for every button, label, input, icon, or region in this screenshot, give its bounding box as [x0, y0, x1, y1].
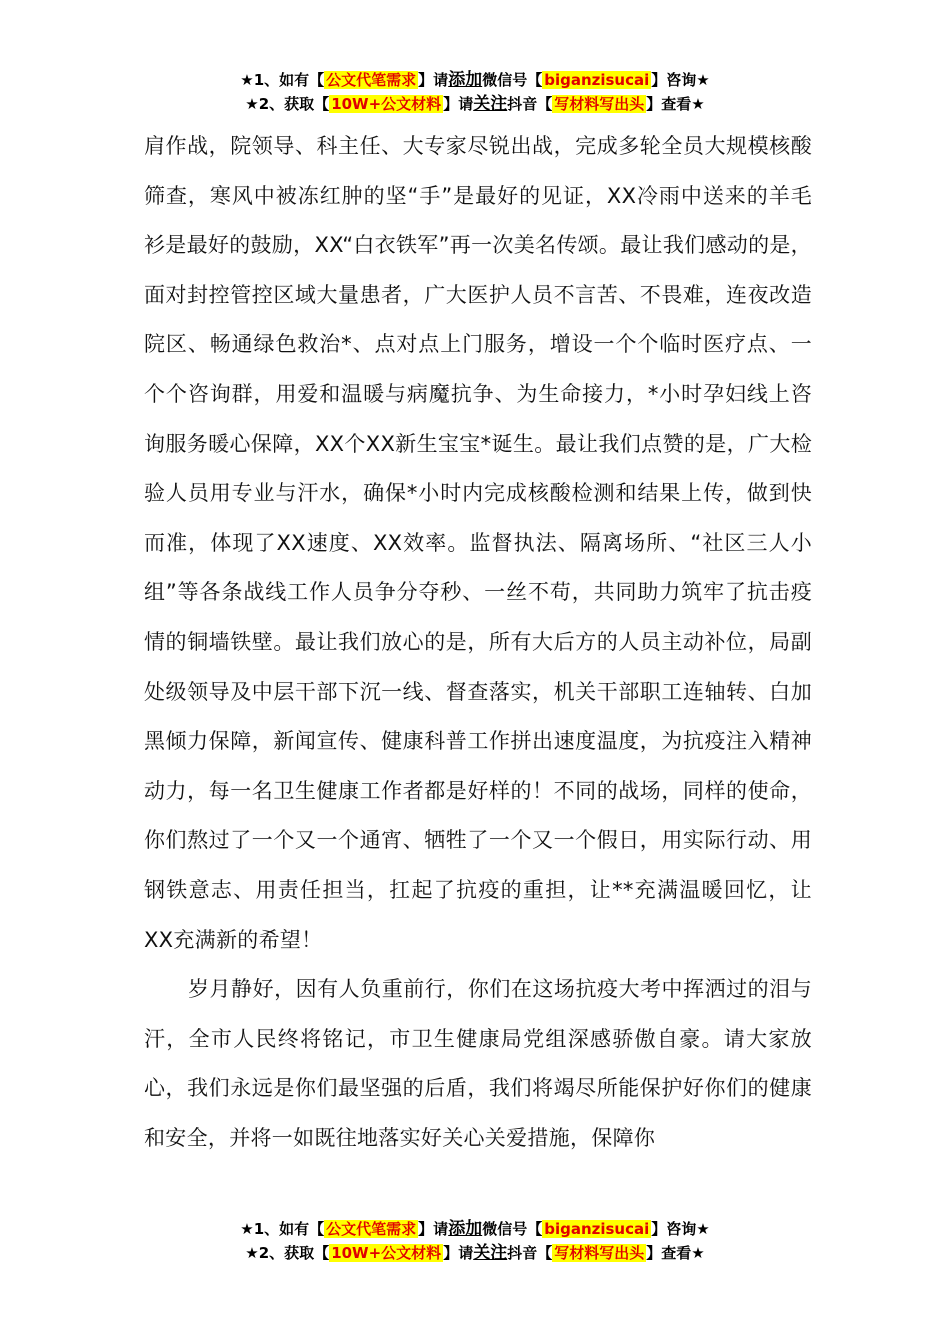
star-icon: ★ — [240, 1220, 254, 1238]
footer-line-2-mid2: 抖音【 — [507, 1244, 553, 1262]
document-body — [144, 122, 812, 1163]
footer-banner — [0, 1217, 950, 1265]
header-line-1-emph: 添加 — [448, 70, 483, 90]
header-line-2-mid1: 】请 — [443, 95, 474, 113]
footer-highlight-service: 公文代笔需求 — [326, 1220, 417, 1238]
footer-line-1-mid1: 】请 — [418, 1220, 449, 1238]
header-banner — [0, 68, 950, 116]
footer-line-1-prefix: 1、如有【 — [253, 1220, 325, 1238]
header-line-1-prefix: 1、如有【 — [253, 71, 325, 89]
footer-line-2-prefix: 2、获取【 — [258, 1244, 330, 1262]
footer-line-2 — [0, 1241, 950, 1265]
header-line-1 — [0, 68, 950, 92]
header-highlight-wechat: biganzisucai — [544, 71, 650, 89]
header-highlight-materials: 10W+公文材料 — [331, 95, 442, 113]
footer-line-1-suffix: 】咨询★ — [651, 1220, 710, 1238]
header-line-2-suffix: 】查看★ — [646, 95, 705, 113]
footer-line-2-mid1: 】请 — [443, 1244, 474, 1262]
footer-highlight-douyin: 写材料写出头 — [554, 1244, 645, 1262]
header-line-2-emph: 关注 — [473, 94, 508, 114]
header-line-1-mid1: 】请 — [418, 71, 449, 89]
footer-line-2-emph: 关注 — [473, 1243, 508, 1263]
paragraph-1: 肩作战，院领导、科主任、大专家尽锐出战，完成多轮全员大规模核酸筛查，寒风中被冻红肿的坚“手”是最好的见证，XX冷雨中送来的羊毛衫是最好的鼓励，XX“白衣铁军”再一次美名传颂。最让我们感动的是，面对封控管控区域大量患者，广大医护人员不言苦、不畏难，连夜改造院区、畅通绿色救治*、点对点上门服务，增设一个个临时医疗点、一个个咨询群，用爱和温暖与病魔抗争、为生命接力，*小时孕妇线上咨询服务暖心保障，XX个XX新生宝宝*诞生。最让我们点赞的是，广大检验人员用专业与汗水，确保*小时内完成核酸检测和结果上传，做到快而准，体现了XX速度、XX效率。监督执法、隔离场所、“社区三人小组”等各条战线工作人员争分夺秒、一丝不苟，共同助力筑牢了抗击疫情的铜墙铁壁。最让我们放心的是，所有大后方的人员主动补位，局副处级领导及中层干部下沉一线、督查落实，机关干部职工连轴转、白加黑倾力保障，新闻宣传、健康科普工作拼出速度温度，为抗疫注入精神动力，每一名卫生健康工作者都是好样的！不同的战场，同样的使命，你们熬过了一个又一个通宵、牺牲了一个又一个假日，用实际行动、用钢铁意志、用责任担当，扛起了抗疫的重担，让**充满温暖回忆，让XX充满新的希望！ — [144, 134, 812, 952]
header-line-1-mid2: 微信号【 — [482, 71, 543, 89]
header-line-2-mid2: 抖音【 — [507, 95, 553, 113]
header-highlight-service: 公文代笔需求 — [326, 71, 417, 89]
footer-highlight-wechat: biganzisucai — [544, 1220, 650, 1238]
header-line-2 — [0, 92, 950, 116]
header-line-2-prefix: 2、获取【 — [258, 95, 330, 113]
header-highlight-douyin: 写材料写出头 — [554, 95, 645, 113]
header-line-1-suffix: 】咨询★ — [651, 71, 710, 89]
footer-highlight-materials: 10W+公文材料 — [331, 1244, 442, 1262]
footer-line-1-emph: 添加 — [448, 1219, 483, 1239]
footer-line-1-mid2: 微信号【 — [482, 1220, 543, 1238]
star-icon: ★ — [245, 95, 259, 113]
star-icon: ★ — [240, 71, 254, 89]
footer-line-1 — [0, 1217, 950, 1241]
paragraph-2: 岁月静好，因有人负重前行，你们在这场抗疫大考中挥洒过的泪与汗，全市人民终将铭记，市卫生健康局党组深感骄傲自豪。请大家放心，我们永远是你们最坚强的后盾，我们将竭尽所能保护好你们的健康和安全，并将一如既往地落实好关心关爱措施，保障你 — [144, 977, 812, 1150]
star-icon: ★ — [245, 1244, 259, 1262]
footer-line-2-suffix: 】查看★ — [646, 1244, 705, 1262]
